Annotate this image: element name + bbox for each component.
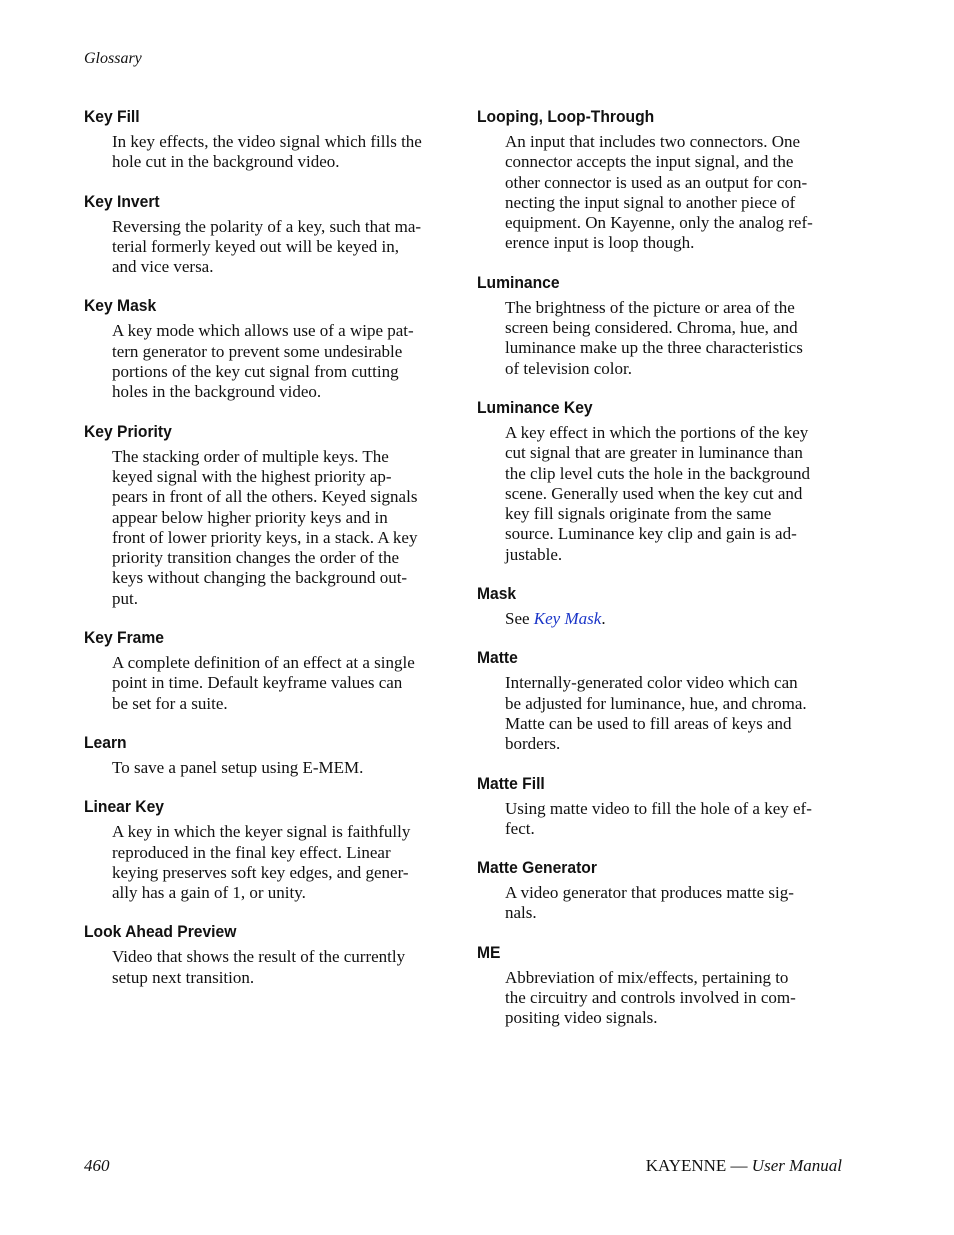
definition-line: An input that includes two connectors. One: [505, 132, 801, 151]
glossary-definition: [505, 132, 847, 254]
definition-line: reproduced in the final key effect. Linear: [112, 842, 391, 862]
glossary-definition: [505, 298, 847, 379]
glossary-entry: [477, 772, 847, 840]
glossary-entry: [477, 941, 847, 1029]
definition-line: scene. Generally used when the key cut and: [505, 483, 803, 503]
glossary-entry: [84, 795, 454, 903]
definition-line: necting the input signal to another piece of: [505, 192, 796, 212]
glossary-entry: [477, 271, 847, 379]
definition-line: setup next transition.: [112, 967, 255, 987]
glossary-column-right: [477, 105, 847, 1029]
glossary-entry: [477, 646, 847, 754]
definition-line: keying preserves soft key edges, and gener-: [112, 862, 409, 882]
glossary-entry: [477, 856, 847, 924]
glossary-entry: [84, 105, 454, 173]
definition-line: In key effects, the video signal which fills the: [112, 132, 422, 151]
definition-line: ally has a gain of 1, or unity.: [112, 883, 306, 903]
glossary-term: Mask: [477, 584, 517, 604]
glossary-term: Key Frame: [84, 628, 164, 648]
definition-line: A complete definition of an effect at a single: [112, 653, 415, 673]
glossary-definition: [112, 947, 454, 988]
definition-line: [505, 609, 847, 629]
definition-line: keyed signal with the highest priority ap-: [112, 466, 392, 486]
definition-line: the circuitry and controls involved in com-: [505, 988, 796, 1008]
definition-line: Abbreviation of mix/effects, pertaining to: [505, 967, 789, 987]
definition-line: fect.: [505, 818, 535, 838]
glossary-definition: [505, 423, 847, 565]
glossary-definition: [112, 132, 454, 173]
running-header: Glossary: [84, 50, 142, 67]
definition-line: To save a panel setup using E-MEM.: [112, 757, 364, 777]
glossary-term: Learn: [84, 732, 127, 752]
definition-line: A video generator that produces matte sig-: [505, 883, 794, 903]
definition-line: the clip level cuts the hole in the background: [505, 463, 810, 483]
glossary-term: Matte Generator: [477, 858, 597, 878]
glossary-term: Look Ahead Preview: [84, 922, 237, 942]
cross-reference-link[interactable]: Key Mask: [533, 609, 602, 629]
definition-line: A key in which the keyer signal is faithfully: [112, 822, 411, 842]
glossary-entry: [84, 420, 454, 609]
glossary-entry: [477, 396, 847, 565]
page-number: 460: [84, 1156, 110, 1175]
definition-line: holes in the background video.: [112, 382, 322, 402]
definition-line: nals.: [505, 903, 537, 923]
definition-line: priority transition changes the order of the: [112, 548, 400, 568]
definition-line: Matte can be used to fill areas of keys and: [505, 713, 792, 733]
glossary-definition: [112, 758, 454, 778]
definition-line: The stacking order of multiple keys. The: [112, 446, 389, 466]
definition-line: erence input is loop though.: [505, 233, 695, 253]
glossary-term: Matte: [477, 648, 518, 668]
footer-separator: —: [726, 1156, 752, 1175]
glossary-term: Key Mask: [84, 296, 157, 316]
glossary-definition: [505, 883, 847, 924]
definition-line: source. Luminance key clip and gain is ad-: [505, 524, 797, 544]
glossary-column-left: [84, 105, 454, 988]
glossary-definition: [112, 217, 454, 278]
definition-line: A key mode which allows use of a wipe pat-: [112, 321, 414, 341]
definition-line: equipment. On Kayenne, only the analog ref-: [505, 213, 813, 233]
definition-line: appear below higher priority keys and in: [112, 507, 388, 527]
footer-title: [646, 1156, 842, 1176]
definition-line: tern generator to prevent some undesirable: [112, 341, 403, 361]
glossary-term: Key Fill: [84, 107, 140, 126]
glossary-term: Luminance Key: [477, 397, 593, 417]
definition-line: put.: [112, 588, 138, 608]
definition-line: and vice versa.: [112, 257, 214, 277]
definition-line: Video that shows the result of the currently: [112, 947, 406, 967]
definition-line: be set for a suite.: [112, 693, 228, 713]
definition-line: pears in front of all the others. Keyed signals: [112, 487, 418, 507]
definition-line: The brightness of the picture or area of the: [505, 297, 795, 317]
definition-line: other connector is used as an output for con-: [505, 172, 808, 192]
definition-line: point in time. Default keyframe values can: [112, 673, 403, 693]
definition-line: terial formerly keyed out will be keyed in,: [112, 236, 400, 256]
definition-line: Using matte video to fill the hole of a key ef-: [505, 798, 812, 818]
glossary-entry: [84, 190, 454, 278]
definition-line: portions of the key cut signal from cutting: [112, 362, 399, 382]
definition-line: A key effect in which the portions of the key: [505, 422, 809, 442]
glossary-definition: [112, 822, 454, 903]
definition-line: be adjusted for luminance, hue, and chroma.: [505, 693, 807, 713]
definition-line: justable.: [505, 544, 563, 564]
definition-line: borders.: [505, 734, 561, 754]
glossary-term: Key Invert: [84, 191, 160, 211]
glossary-entry: [84, 294, 454, 402]
glossary-entry: [84, 920, 454, 988]
glossary-entry: [477, 105, 847, 254]
definition-line: key fill signals originate from the same: [505, 504, 772, 524]
footer-product: KAYENNE: [645, 1156, 727, 1175]
glossary-term: Matte Fill: [477, 773, 545, 793]
glossary-definition: [505, 673, 847, 754]
glossary-definition: [112, 447, 454, 609]
definition-line: of television color.: [505, 358, 633, 378]
definition-line: cut signal that are greater in luminance than: [505, 443, 803, 463]
definition-line: hole cut in the background video.: [112, 152, 340, 172]
see-prefix: See: [505, 609, 534, 629]
glossary-definition: [505, 968, 847, 1029]
glossary-definition: [112, 321, 454, 402]
glossary-entry: [84, 626, 454, 714]
see-suffix: .: [601, 609, 606, 629]
glossary-entry: [477, 582, 847, 629]
glossary-entry: [84, 731, 454, 778]
definition-line: Reversing the polarity of a key, such that ma-: [112, 216, 422, 236]
definition-line: screen being considered. Chroma, hue, and: [505, 318, 798, 338]
glossary-definition: [505, 609, 847, 629]
footer-doc-title: User Manual: [751, 1156, 842, 1175]
definition-line: connector accepts the input signal, and the: [505, 152, 794, 172]
glossary-term: Linear Key: [84, 797, 164, 817]
definition-line: keys without changing the background out-: [112, 568, 408, 588]
glossary-definition: [505, 799, 847, 840]
definition-line: positing video signals.: [505, 1008, 658, 1028]
definition-line: front of lower priority keys, in a stack. A key: [112, 527, 418, 547]
glossary-term: ME: [477, 942, 501, 962]
glossary-term: Looping, Loop-Through: [477, 107, 655, 126]
definition-line: Internally-generated color video which can: [505, 673, 798, 693]
glossary-term: Key Priority: [84, 421, 172, 441]
glossary-term: Luminance: [477, 272, 560, 292]
glossary-definition: [112, 653, 454, 714]
definition-line: luminance make up the three characteristics: [505, 338, 803, 358]
